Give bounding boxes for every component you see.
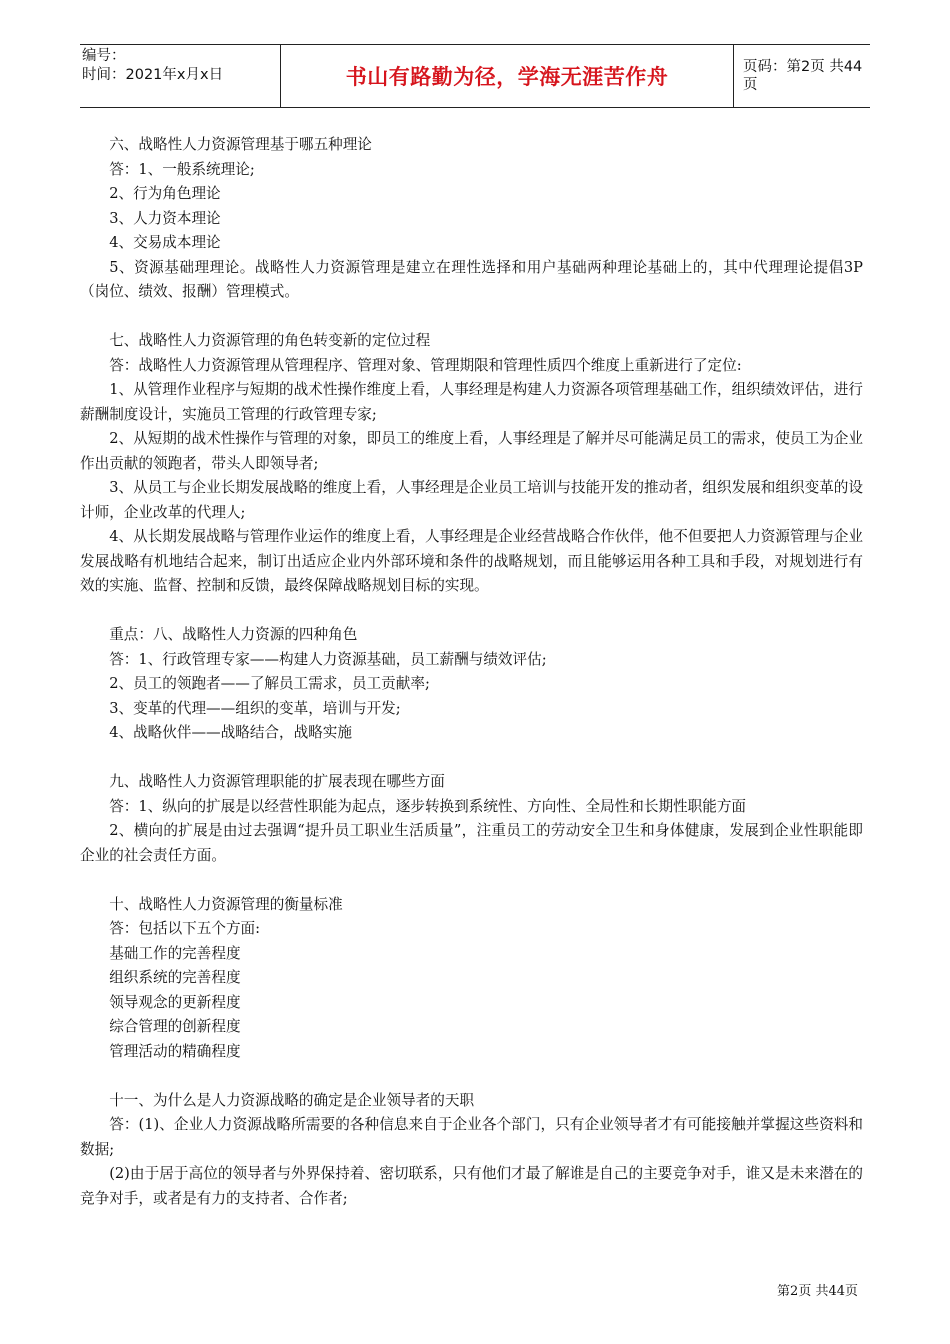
header-motto-cell (280, 45, 734, 107)
section (80, 329, 863, 599)
paragraph: 2、员工的领跑者——了解员工需求，员工贡献率; (109, 675, 430, 692)
paragraph: 基础工作的完善程度 (109, 944, 241, 962)
section-gap (80, 1064, 863, 1089)
paragraph: 3、从员工与企业长期发展战略的维度上看，人事经理是企业员工培训与技能开发的推动者，组织发展和组织变革的设计师，企业改革的代理人; (80, 479, 863, 521)
document-body (80, 133, 863, 1211)
paragraph: 答：战略性人力资源管理从管理程序、管理对象、管理期限和管理性质四个维度上重新进行了定位: (109, 356, 742, 374)
header-page-number: 页码：第2页 共44页 (743, 59, 863, 93)
section-heading: 九、战略性人力资源管理职能的扩展表现在哪些方面 (109, 773, 445, 790)
section (80, 133, 863, 305)
section-gap (80, 868, 863, 893)
section (80, 1089, 863, 1212)
paragraph: 答：1、行政管理专家——构建人力资源基础，员工薪酬与绩效评估; (109, 650, 547, 668)
paragraph: 2、行为角色理论 (109, 185, 221, 202)
page-footer: 第2页 共44页 (777, 1284, 858, 1299)
paragraph: 2、从短期的战术性操作与管理的对象，即员工的维度上看，人事经理是了解并尽可能满足员工的需求，使员工为企业作出贡献的领跑者，带头人即领导者; (80, 430, 863, 472)
document-date: 时间：2021年x月x日 (82, 67, 224, 83)
paragraph: 答：(1)、企业人力资源战略所需要的各种信息来自于企业各个部门，只有企业领导者才有可能接触并掌握这些资料和数据; (80, 1116, 863, 1158)
paragraph: 3、变革的代理——组织的变革，培训与开发; (109, 699, 401, 717)
section-gap (80, 746, 863, 771)
section (80, 770, 863, 868)
paragraph: 5、资源基础理理论。战略性人力资源管理是建立在理性选择和用户基础两种理论基础上的，其中代理理论提倡3P（岗位、绩效、报酬）管理模式。 (80, 258, 863, 300)
paragraph: 领导观念的更新程度 (109, 993, 241, 1011)
paragraph: 4、交易成本理论 (109, 234, 221, 251)
paragraph: 2、横向的扩展是由过去强调“提升员工职业生活质量”，注重员工的劳动安全卫生和身体健康，发展到企业性职能即企业的社会责任方面。 (80, 822, 863, 864)
paragraph: (2)由于居于高位的领导者与外界保持着、密切联系，只有他们才最了解谁是自己的主要竞争对手，谁又是未来潜在的竞争对手，或者是有力的支持者、合作者; (80, 1165, 863, 1207)
section-heading: 十、战略性人力资源管理的衡量标准 (109, 895, 343, 913)
paragraph: 答：包括以下五个方面: (109, 920, 261, 937)
header-meta (80, 45, 280, 107)
section-heading: 六、战略性人力资源管理基于哪五种理论 (109, 136, 372, 153)
section-heading: 七、战略性人力资源管理的角色转变新的定位过程 (109, 332, 431, 349)
section (80, 623, 863, 746)
section-heading: 重点：八、战略性人力资源的四种角色 (109, 626, 358, 643)
paragraph: 答：1、纵向的扩展是以经营性职能为起点，逐步转换到系统性、方向性、全局性和长期性职能方面 (109, 797, 747, 815)
paragraph: 3、人力资本理论 (109, 209, 221, 227)
section-heading: 十一、为什么是人力资源战略的确定是企业领导者的天职 (109, 1091, 475, 1109)
paragraph: 组织系统的完善程度 (109, 969, 241, 986)
page-header (80, 44, 870, 108)
section-gap (80, 305, 863, 330)
section (80, 893, 863, 1065)
paragraph: 答：1、一般系统理论; (109, 160, 255, 178)
paragraph: 1、从管理作业程序与短期的战术性操作维度上看，人事经理是构建人力资源各项管理基础工作，组织绩效评估，进行薪酬制度设计，实施员工管理的行政管理专家; (80, 381, 863, 423)
paragraph: 管理活动的精确程度 (109, 1042, 241, 1060)
document-number: 编号： (82, 48, 126, 64)
header-page-cell (733, 45, 870, 107)
paragraph: 4、从长期发展战略与管理作业运作的维度上看，人事经理是企业经营战略合作伙伴，他不但要把人力资源管理与企业发展战略有机地结合起来，制订出适应企业内外部环境和条件的战略规划，而且能够运用各种工具和手段，对规划进行有效的实施、监督、控制和反馈，最终保障战略规划目标的实现。 (80, 528, 863, 594)
header-motto: 书山有路勤为径，学海无涯苦作舟 (345, 65, 669, 89)
section-gap (80, 599, 863, 624)
paragraph: 4、战略伙伴——战略结合，战略实施 (109, 724, 352, 741)
paragraph: 综合管理的创新程度 (109, 1018, 241, 1035)
